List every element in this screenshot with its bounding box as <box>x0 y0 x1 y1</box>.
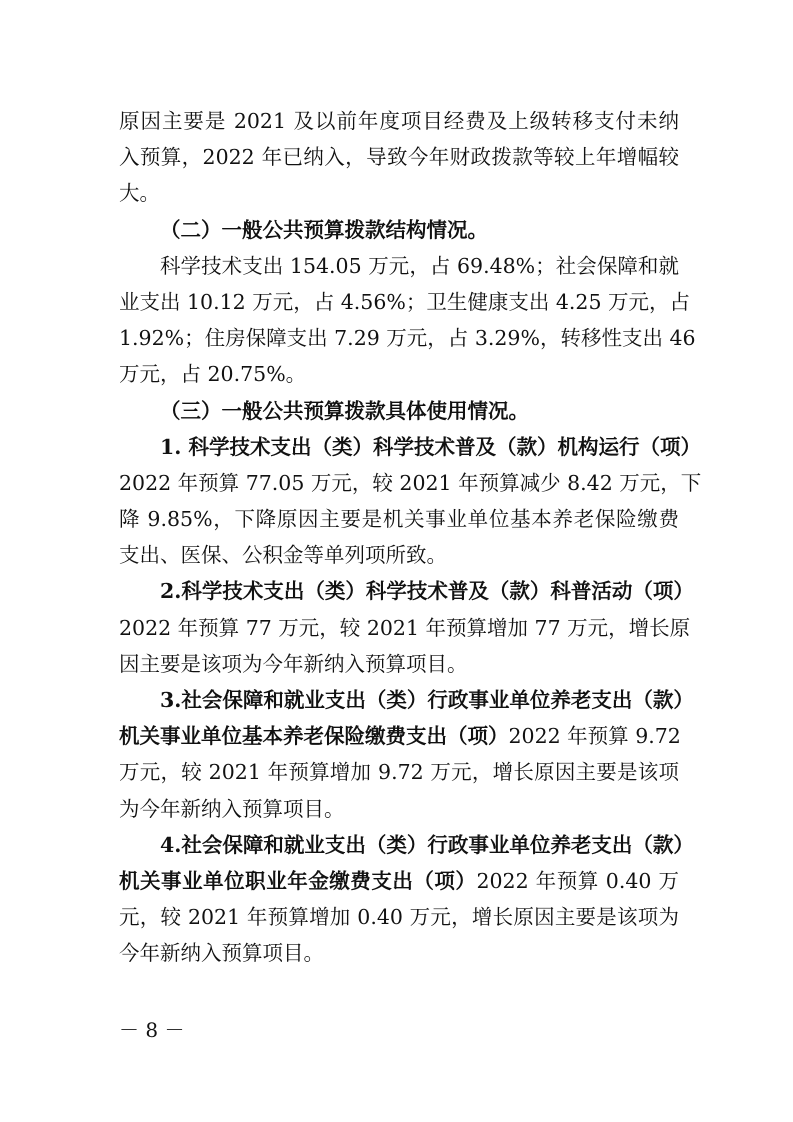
item-title: 4.社会保障和就业支出（类）行政事业单位养老支出（款） <box>160 832 694 857</box>
item-title-bold: 机关事业单位基本养老保险缴费支出（项） <box>119 724 509 749</box>
page-number: － 8 － <box>119 1018 185 1042</box>
paragraph-line: 为今年新纳入预算项目。 <box>119 796 345 821</box>
paragraph-line: 降 9.85%，下降原因主要是机关事业单位基本养老保险缴费 <box>119 507 679 532</box>
document-body <box>119 103 702 972</box>
paragraph-line: 业支出 10.12 万元，占 4.56%；卫生健康支出 4.25 万元，占 <box>119 289 691 314</box>
paragraph-line: 2022 年预算 77.05 万元，较 2021 年预算减少 8.42 万元，下 <box>119 470 702 495</box>
paragraph-line: 2022 年预算 77 万元，较 2021 年预算增加 77 万元，增长原 <box>119 615 691 640</box>
paragraph-line: 1.92%；住房保障支出 7.29 万元，占 3.29%，转移性支出 46 <box>119 326 696 351</box>
item-title: 3.社会保障和就业支出（类）行政事业单位养老支出（款） <box>160 688 694 712</box>
item-title-continued <box>119 863 679 899</box>
item-title-bold: 机关事业单位职业年金缴费支出（项） <box>119 868 477 893</box>
item-title: 1. 科学技术支出（类）科学技术普及（款）机构运行（项） <box>160 434 702 459</box>
paragraph-line: 元，较 2021 年预算增加 0.40 万元，增长原因主要是该项为 <box>119 905 679 930</box>
item-title-rest: 2022 年预算 9.72 <box>508 724 681 749</box>
paragraph-line: 今年新纳入预算项目。 <box>119 941 324 966</box>
paragraph-line: 原因主要是 2021 及以前年度项目经费及上级转移支付未纳 <box>119 109 679 133</box>
paragraph-line: 万元，占 20.75%。 <box>119 362 307 387</box>
section-heading: （二）一般公共预算拨款结构情况。 <box>160 217 488 242</box>
item-title: 2.科学技术支出（类）科学技术普及（款）科普活动（项） <box>160 579 694 604</box>
paragraph-line: 因主要是该项为今年新纳入预算项目。 <box>119 651 468 676</box>
paragraph-line: 万元，较 2021 年预算增加 9.72 万元，增长原因主要是该项 <box>119 760 679 785</box>
paragraph-line: 入预算，2022 年已纳入，导致今年财政拨款等较上年增幅较 <box>119 145 679 170</box>
paragraph-line: 大。 <box>119 181 160 206</box>
paragraph-line: 支出、医保、公积金等单列项所致。 <box>119 543 447 568</box>
item-title-continued <box>119 718 679 754</box>
paragraph-line: 科学技术支出 154.05 万元，占 69.48%；社会保障和就 <box>160 253 679 278</box>
item-title-rest: 2022 年预算 0.40 万 <box>476 868 679 893</box>
section-heading: （三）一般公共预算拨款具体使用情况。 <box>160 398 529 423</box>
